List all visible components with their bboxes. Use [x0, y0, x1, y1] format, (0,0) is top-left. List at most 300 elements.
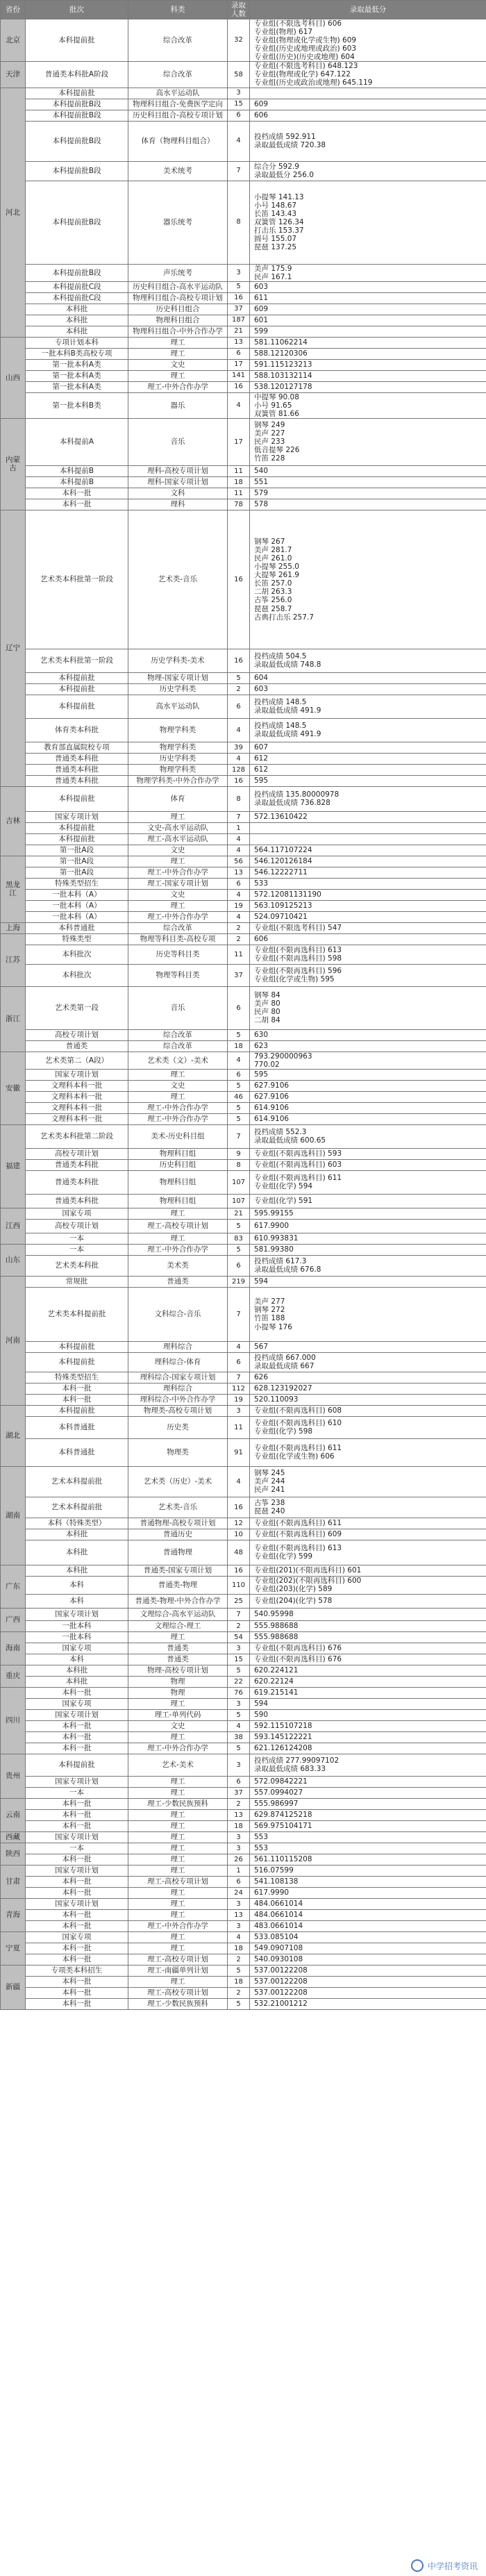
header-subject: 科类	[128, 1, 228, 19]
min-score-cell: 533.085104	[250, 1931, 486, 1943]
count-cell: 13	[228, 867, 250, 878]
count-cell: 3	[228, 1754, 250, 1776]
table-row	[1, 304, 486, 315]
subject-cell: 美术-历史科目组	[128, 1124, 228, 1148]
count-cell: 6	[228, 986, 250, 1029]
batch-cell: 本科一批	[26, 488, 128, 499]
min-score-cell: 601	[250, 315, 486, 326]
count-cell: 1	[228, 822, 250, 833]
count-cell: 5	[228, 1743, 250, 1754]
table-row	[1, 1687, 486, 1698]
count-cell: 10	[228, 1529, 250, 1540]
count-cell: 83	[228, 1233, 250, 1244]
subject-cell: 物理学科类	[128, 718, 228, 742]
min-score-cell: 537.00122208	[250, 1987, 486, 1998]
table-row	[1, 1676, 486, 1687]
subject-cell: 理科	[128, 499, 228, 510]
subject-cell: 文理综合-理工	[128, 1620, 228, 1631]
subject-cell: 物理学科类	[128, 742, 228, 753]
batch-cell: 一批本科	[26, 1620, 128, 1631]
batch-cell: 本科一批	[26, 1798, 128, 1809]
subject-cell: 艺术类-音乐	[128, 1497, 228, 1518]
min-score-cell: 专业组(不限再选科目) 611 专业组(化学或生物) 606	[250, 1438, 486, 1466]
count-cell: 110	[228, 1576, 250, 1594]
min-score-cell: 小提琴 141.13 小号 148.67 长笛 143.43 双簧管 126.34 打击乐 153.37 圆号 155.07 琵琶 137.25	[250, 181, 486, 264]
subject-cell: 器乐	[128, 392, 228, 418]
province-cell: 辽宁	[1, 510, 26, 786]
batch-cell: 一批本科（A）	[26, 889, 128, 900]
subject-cell: 文理综合-高水平运动队	[128, 1608, 228, 1620]
table-row	[1, 1787, 486, 1798]
count-cell: 4	[228, 889, 250, 900]
subject-cell: 理工	[128, 348, 228, 359]
count-cell: 2	[228, 933, 250, 945]
count-cell: 21	[228, 1208, 250, 1219]
subject-cell: 物理等科目类	[128, 964, 228, 986]
min-score-cell: 614.9106	[250, 1113, 486, 1124]
province-cell: 河南	[1, 1276, 26, 1405]
batch-cell: 本科一批	[26, 1383, 128, 1394]
province-cell: 广东	[1, 1565, 26, 1608]
table-row	[1, 1219, 486, 1233]
count-cell: 39	[228, 742, 250, 753]
table-row	[1, 672, 486, 683]
subject-cell: 文史	[128, 889, 228, 900]
batch-cell: 国家专项	[26, 1643, 128, 1654]
min-score-cell: 595	[250, 1069, 486, 1080]
subject-cell: 物理	[128, 1676, 228, 1687]
table-row	[1, 99, 486, 110]
subject-cell: 艺术-美术	[128, 1754, 228, 1776]
subject-cell: 理工-少数民族预科	[128, 1798, 228, 1809]
table-row	[1, 465, 486, 476]
subject-cell: 理工	[128, 1831, 228, 1843]
min-score-cell: 620.22124	[250, 1676, 486, 1687]
min-score-cell: 581.99380	[250, 1244, 486, 1255]
province-cell: 西藏	[1, 1831, 26, 1843]
batch-cell: 特殊类型招生	[26, 878, 128, 889]
batch-cell: 本科提前批B段	[26, 264, 128, 281]
batch-cell: 本科提前批	[26, 1352, 128, 1372]
subject-cell: 理科综合-中外合作办学	[128, 1394, 228, 1405]
count-cell: 16	[228, 1565, 250, 1576]
min-score-cell: 572.09842221	[250, 1776, 486, 1787]
batch-cell: 体育类本科批	[26, 718, 128, 742]
table-body	[1, 19, 486, 2010]
subject-cell: 声乐统考	[128, 264, 228, 281]
batch-cell: 本科提前批B段	[26, 99, 128, 110]
batch-cell: 本科提前批	[26, 88, 128, 99]
min-score-cell: 钢琴 249 美声 227 民声 233 低音提琴 226 竹笛 228	[250, 418, 486, 465]
subject-cell: 普通类	[128, 1643, 228, 1654]
batch-cell: 本科一批	[26, 1998, 128, 2009]
table-row	[1, 1080, 486, 1091]
batch-cell: 第一批A段	[26, 845, 128, 856]
table-row	[1, 1876, 486, 1887]
province-cell: 新疆	[1, 1965, 26, 2009]
count-cell: 5	[228, 1998, 250, 2009]
min-score-cell: 569.975104171	[250, 1820, 486, 1831]
subject-cell: 历史科目组合-高水平运动队	[128, 281, 228, 292]
province-cell: 内蒙古	[1, 418, 26, 510]
table-row	[1, 499, 486, 510]
count-cell: 107	[228, 1170, 250, 1194]
batch-cell: 普通类本科批	[26, 1159, 128, 1170]
batch-cell: 专项计划本科	[26, 337, 128, 348]
table-row	[1, 1416, 486, 1438]
batch-cell: 国家专项计划	[26, 1069, 128, 1080]
batch-cell: 国家专项计划	[26, 1831, 128, 1843]
batch-cell: 第一批A段	[26, 867, 128, 878]
count-cell: 22	[228, 1676, 250, 1687]
subject-cell: 物理学科类-中外合作办学	[128, 775, 228, 786]
count-cell: 9	[228, 1148, 250, 1159]
batch-cell: 本科提前A	[26, 418, 128, 465]
min-score-cell: 520.110093	[250, 1394, 486, 1405]
min-score-cell: 钢琴 267 美声 281.7 民声 261.0 小提琴 255.0 大提琴 261.9 长笛 257.0 二胡 263.3 古筝 256.0 琵琶 258.7 古典打击乐 257.7	[250, 510, 486, 649]
table-row	[1, 348, 486, 359]
table-row	[1, 88, 486, 99]
table-row	[1, 181, 486, 264]
province-cell: 福建	[1, 1124, 26, 1208]
province-cell: 四川	[1, 1687, 26, 1754]
min-score-cell: 专业组(不限再选科目) 613 专业组(化学) 599	[250, 1540, 486, 1565]
count-cell: 2	[228, 1620, 250, 1631]
table-row	[1, 1608, 486, 1620]
subject-cell: 普通类-物理	[128, 1576, 228, 1594]
subject-cell: 文史-高水平运动队	[128, 822, 228, 833]
subject-cell: 物理科目组合	[128, 315, 228, 326]
subject-cell: 理工-少数民族预科	[128, 1998, 228, 2009]
batch-cell: 本科提前批	[26, 672, 128, 683]
batch-cell: 本科一批	[26, 1854, 128, 1865]
batch-cell: 国家专项计划	[26, 811, 128, 822]
min-score-cell: 美声 175.9 民声 167.1	[250, 264, 486, 281]
batch-cell: 第一批本科A类	[26, 370, 128, 381]
subject-cell: 体育（物理科目组合）	[128, 121, 228, 161]
table-row	[1, 1565, 486, 1576]
count-cell: 25	[228, 1594, 250, 1608]
subject-cell: 理工	[128, 370, 228, 381]
subject-cell: 器乐统考	[128, 181, 228, 264]
min-score-cell: 专业组(不限再选科目) 610 专业组(化学) 598	[250, 1416, 486, 1438]
min-score-cell: 563.109125213	[250, 900, 486, 911]
batch-cell: 本科提前B	[26, 476, 128, 488]
count-cell: 18	[228, 476, 250, 488]
count-cell: 54	[228, 1631, 250, 1643]
min-score-cell	[250, 833, 486, 845]
min-score-cell: 483.0661014	[250, 1920, 486, 1931]
min-score-cell: 621.126124208	[250, 1743, 486, 1754]
min-score-cell: 投档成绩 148.5 录取最低成绩 491.9	[250, 718, 486, 742]
min-score-cell: 567	[250, 1341, 486, 1352]
count-cell: 11	[228, 945, 250, 964]
min-score-cell: 604	[250, 672, 486, 683]
subject-cell: 理科综合	[128, 1341, 228, 1352]
count-cell: 5	[228, 1244, 250, 1255]
count-cell: 6	[228, 1069, 250, 1080]
subject-cell: 理科综合	[128, 1383, 228, 1394]
min-score-cell: 619.215141	[250, 1687, 486, 1698]
count-cell: 6	[228, 878, 250, 889]
count-cell: 16	[228, 649, 250, 672]
batch-cell: 本科批	[26, 1565, 128, 1576]
min-score-cell: 588.12120306	[250, 348, 486, 359]
header-min-score: 录取最低分	[250, 1, 486, 19]
batch-cell: 本科提前B	[26, 465, 128, 476]
header-batch: 批次	[26, 1, 128, 19]
table-row	[1, 889, 486, 900]
batch-cell: 艺术类本科批第一阶段	[26, 510, 128, 649]
subject-cell: 理工	[128, 1854, 228, 1865]
table-row	[1, 822, 486, 833]
min-score-cell: 投档成绩 504.5 录取最低成绩 748.8	[250, 649, 486, 672]
batch-cell: 第一批本科A类	[26, 359, 128, 370]
count-cell: 6	[228, 348, 250, 359]
count-cell: 24	[228, 1887, 250, 1898]
count-cell: 4	[228, 121, 250, 161]
count-cell: 17	[228, 418, 250, 465]
count-cell: 2	[228, 922, 250, 933]
watermark-logo-icon	[411, 2559, 424, 2572]
province-cell: 山西	[1, 337, 26, 418]
count-cell: 11	[228, 465, 250, 476]
min-score-cell: 专业组(不限再选科目) 596 专业组(化学或生物) 595	[250, 964, 486, 986]
batch-cell: 本科批	[26, 315, 128, 326]
min-score-cell: 专业组(不限选考科目) 648.123 专业组(物理或化学) 647.122 专业组(历史或政治或地理) 645.119	[250, 62, 486, 88]
count-cell: 37	[228, 964, 250, 986]
count-cell: 13	[228, 1909, 250, 1920]
count-cell: 18	[228, 1040, 250, 1052]
count-cell: 2	[228, 683, 250, 695]
subject-cell: 普通类-物理-中外合作办学	[128, 1594, 228, 1608]
count-cell: 19	[228, 900, 250, 911]
table-row	[1, 381, 486, 392]
table-row	[1, 1466, 486, 1497]
table-row	[1, 1287, 486, 1341]
table-row	[1, 845, 486, 856]
batch-cell: 本科批	[26, 1540, 128, 1565]
table-row	[1, 1102, 486, 1113]
min-score-cell: 561.110115208	[250, 1854, 486, 1865]
min-score-cell: 627.9106	[250, 1091, 486, 1102]
min-score-cell: 专业组(不限再选科目) 611 专业组(化学) 594	[250, 1170, 486, 1194]
table-row	[1, 1887, 486, 1898]
batch-cell: 一本	[26, 1233, 128, 1244]
count-cell: 7	[228, 1372, 250, 1383]
batch-cell: 普通类本科批A阶段	[26, 62, 128, 88]
count-cell: 6	[228, 1876, 250, 1887]
batch-cell: 本科普通批	[26, 1438, 128, 1466]
table-row	[1, 1620, 486, 1631]
batch-cell: 一本	[26, 1843, 128, 1854]
count-cell: 7	[228, 1124, 250, 1148]
min-score-cell: 541.108138	[250, 1876, 486, 1887]
table-row	[1, 1352, 486, 1372]
batch-cell: 高校专项计划	[26, 1219, 128, 1233]
table-row	[1, 1976, 486, 1987]
min-score-cell: 549.0907108	[250, 1943, 486, 1954]
count-cell: 1	[228, 1865, 250, 1876]
table-row	[1, 19, 486, 62]
count-cell: 5	[228, 1665, 250, 1676]
subject-cell: 理工-高校专项计划	[128, 1954, 228, 1965]
subject-cell: 历史学科类-美术	[128, 649, 228, 672]
min-score-cell: 627.9106	[250, 1080, 486, 1091]
table-row	[1, 1405, 486, 1416]
count-cell: 219	[228, 1276, 250, 1287]
count-cell: 5	[228, 1102, 250, 1113]
table-row	[1, 1731, 486, 1743]
subject-cell: 物理	[128, 1687, 228, 1698]
subject-cell: 理工	[128, 1233, 228, 1244]
batch-cell: 本科提前批C段	[26, 292, 128, 304]
count-cell: 16	[228, 510, 250, 649]
province-cell: 陕西	[1, 1843, 26, 1865]
table-row	[1, 1438, 486, 1466]
province-cell: 河北	[1, 88, 26, 337]
subject-cell: 物理-高校专项计划	[128, 1665, 228, 1676]
province-cell: 广西	[1, 1608, 26, 1631]
count-cell: 18	[228, 1976, 250, 1987]
count-cell: 8	[228, 181, 250, 264]
subject-cell: 历史等科目类	[128, 945, 228, 964]
table-row	[1, 1931, 486, 1943]
count-cell: 4	[228, 392, 250, 418]
batch-cell: 本科一批	[26, 1954, 128, 1965]
subject-cell: 艺术类（文）-美术	[128, 1052, 228, 1069]
batch-cell: 第一批A段	[26, 856, 128, 867]
min-score-cell: 投档成绩 277.99097102 录取最低成绩 683.33	[250, 1754, 486, 1776]
table-row	[1, 326, 486, 337]
subject-cell: 理工	[128, 1809, 228, 1820]
count-cell: 16	[228, 381, 250, 392]
count-cell: 4	[228, 1466, 250, 1497]
min-score-cell: 专业组(不限再选科目) 593	[250, 1148, 486, 1159]
subject-cell: 理工-单列代码	[128, 1709, 228, 1720]
min-score-cell: 594	[250, 1698, 486, 1709]
count-cell: 16	[228, 775, 250, 786]
batch-cell: 本科一批	[26, 499, 128, 510]
min-score-cell: 专业组(不限再选科目) 676	[250, 1654, 486, 1665]
table-row	[1, 1809, 486, 1820]
table-row	[1, 1820, 486, 1831]
batch-cell: 第一批本科A类	[26, 381, 128, 392]
table-row	[1, 1383, 486, 1394]
table-row	[1, 1776, 486, 1787]
subject-cell: 物理等科目类-高校专项	[128, 933, 228, 945]
count-cell: 5	[228, 1080, 250, 1091]
table-row	[1, 370, 486, 381]
count-cell: 7	[228, 1287, 250, 1341]
subject-cell: 理科-高校专项计划	[128, 465, 228, 476]
min-score-cell: 484.0661014	[250, 1898, 486, 1909]
table-row	[1, 1909, 486, 1920]
batch-cell: 国家专项	[26, 1698, 128, 1709]
count-cell: 4	[228, 845, 250, 856]
province-cell: 甘肃	[1, 1865, 26, 1898]
table-row	[1, 1394, 486, 1405]
count-cell: 19	[228, 1394, 250, 1405]
batch-cell: 文理科本科一批	[26, 1102, 128, 1113]
count-cell: 112	[228, 1383, 250, 1394]
subject-cell: 理工	[128, 1787, 228, 1798]
count-cell: 4	[228, 833, 250, 845]
min-score-cell: 595.99155	[250, 1208, 486, 1219]
min-score-cell: 537.00122208	[250, 1976, 486, 1987]
count-cell: 18	[228, 1943, 250, 1954]
subject-cell: 理工	[128, 1631, 228, 1643]
subject-cell: 理工-中外合作办学	[128, 867, 228, 878]
table-row	[1, 1798, 486, 1809]
subject-cell: 高水平运动队	[128, 88, 228, 99]
subject-cell: 物理类	[128, 1438, 228, 1466]
min-score-cell: 专业组(202)(不限再选科目) 600 专业组(203)(化学) 589	[250, 1576, 486, 1594]
subject-cell: 物理科目组合-免费医学定向	[128, 99, 228, 110]
table-row	[1, 1518, 486, 1529]
batch-cell: 本科提前批	[26, 1341, 128, 1352]
min-score-cell: 617.9900	[250, 1219, 486, 1233]
batch-cell: 本科提前批	[26, 822, 128, 833]
min-score-cell: 投档成绩 148.5 录取最低成绩 491.9	[250, 695, 486, 718]
subject-cell: 理工	[128, 1865, 228, 1876]
table-row	[1, 281, 486, 292]
province-cell: 吉林	[1, 786, 26, 856]
count-cell: 2	[228, 1954, 250, 1965]
min-score-cell: 专业组(不限再选科目) 608	[250, 1405, 486, 1416]
batch-cell: 国家专项计划	[26, 1865, 128, 1876]
table-row	[1, 488, 486, 499]
count-cell: 2	[228, 1798, 250, 1809]
subject-cell: 理工-高水平运动队	[128, 833, 228, 845]
count-cell: 4	[228, 1931, 250, 1943]
subject-cell: 理工-中外合作办学	[128, 1920, 228, 1931]
subject-cell: 历史学科类	[128, 753, 228, 764]
subject-cell: 美术统考	[128, 161, 228, 181]
subject-cell: 理工	[128, 1943, 228, 1954]
batch-cell: 本科一批	[26, 1887, 128, 1898]
table-row	[1, 476, 486, 488]
subject-cell: 历史科目组合-高校专项计划	[128, 110, 228, 121]
min-score-cell: 537.00122208	[250, 1965, 486, 1976]
subject-cell: 物理科目组合-中外合作办学	[128, 326, 228, 337]
subject-cell: 理工-中外合作办学	[128, 1102, 228, 1113]
count-cell: 16	[228, 292, 250, 304]
count-cell: 11	[228, 488, 250, 499]
batch-cell: 文理科本科一批	[26, 1113, 128, 1124]
count-cell: 3	[228, 1405, 250, 1416]
subject-cell: 理工-中外合作办学	[128, 1743, 228, 1754]
table-row	[1, 1497, 486, 1518]
min-score-cell: 564.117107224	[250, 845, 486, 856]
min-score-cell: 572.12081131190	[250, 889, 486, 900]
table-row	[1, 1529, 486, 1540]
subject-cell: 文史	[128, 1720, 228, 1731]
min-score-cell: 579	[250, 488, 486, 499]
count-cell: 6	[228, 695, 250, 718]
count-cell: 56	[228, 856, 250, 867]
batch-cell: 本科提前批B段	[26, 181, 128, 264]
batch-cell: 本科一批	[26, 1987, 128, 1998]
min-score-cell: 中提琴 90.08 小号 91.65 双簧管 81.66	[250, 392, 486, 418]
subject-cell: 理工	[128, 337, 228, 348]
table-row	[1, 900, 486, 911]
table-row	[1, 62, 486, 88]
batch-cell: 本科一批	[26, 1731, 128, 1743]
min-score-cell: 612	[250, 753, 486, 764]
subject-cell: 音乐	[128, 986, 228, 1029]
count-cell: 91	[228, 1438, 250, 1466]
